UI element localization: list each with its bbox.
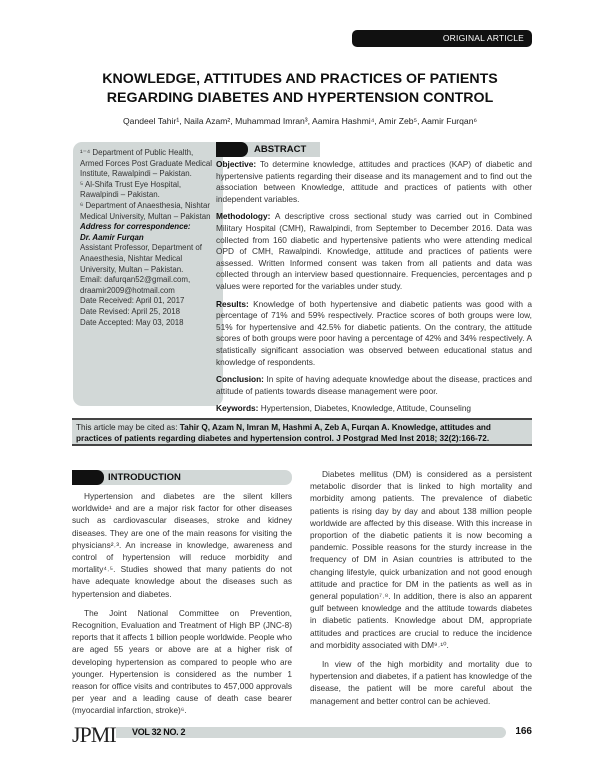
journal-logo: JPMI — [72, 722, 116, 747]
abstract-heading-text: ABSTRACT — [254, 144, 307, 155]
article-type-badge: ORIGINAL ARTICLE — [352, 30, 532, 47]
heading-marker — [216, 142, 248, 157]
citation-prefix: This article may be cited as: — [76, 423, 180, 432]
introduction-heading-text: INTRODUCTION — [108, 472, 181, 483]
affiliation-2: ⁵ Al-Shifa Trust Eye Hospital, Rawalpindi – Pakistan. — [80, 179, 182, 200]
objective-text: To determine knowledge, attitudes and practices (KAP) of diabetic and hypertensive patients regarding their disease and its management and to find out the association between Knowledge, attitude and practices of patients with other independent variables. — [216, 159, 532, 204]
author-list: Qandeel Tahir¹, Naila Azam², Muhammad Imran³, Aamira Hashmi⁴, Amir Zeb⁵, Aamir Furqan⁶ — [122, 116, 478, 126]
abstract-objective — [216, 159, 532, 205]
date-received: Date Received: April 01, 2017 — [80, 296, 185, 306]
methodology-label: Methodology: — [216, 211, 271, 222]
volume-label: VOL 32 NO. 2 — [132, 727, 186, 737]
article-title — [60, 70, 540, 108]
keywords-label: Keywords: — [216, 403, 259, 414]
correspondence-name: Dr. Aamir Furqan — [80, 232, 144, 242]
body-paragraph: In view of the high morbidity and mortality due to hypertension and diabetes, if a patient has knowledge of the disease, the patient will be more careful about the management and better control can be achieved. — [310, 659, 532, 706]
affiliation-3: ⁶ Department of Anaesthesia, Nishtar Medical University, Multan – Pakistan — [80, 200, 211, 221]
correspondence-details: Assistant Professor, Department of Anaesthesia, Nishtar Medical University, Multan – Pakistan. — [80, 243, 202, 274]
body-paragraph: Hypertension and diabetes are the silent killers worldwide¹ and are a major risk factor for other diseases such as cardiovascular diseases, stroke and kidney diseases. They are one of the main reasons for visiting the physicians²˒³. An increase in knowledge, awareness and control of hypertension will reduce morbidity and mortality⁴˒⁵. Studies showed that many patients do not have adequate knowledge about the diseases such as hypertension and diabetes. — [72, 491, 292, 599]
citation-text: Tahir Q, Azam N, Imran M, Hashmi A, Zeb A, Furqan A. Knowledge, attitudes and practices of patients regarding diabetes and hypertension control. J Postgrad Med Inst 2018; 32(2):166-72. — [76, 423, 491, 443]
abstract-conclusion — [216, 374, 532, 397]
objective-label: Objective: — [216, 159, 257, 169]
affiliation-1: ¹⁻⁴ Department of Public Health, Armed Forces Post Graduate Medical Institute, Rawalpindi – Pakistan. — [80, 148, 213, 179]
date-revised: Date Revised: April 25, 2018 — [80, 306, 181, 316]
introduction-heading — [72, 470, 292, 485]
title-line-2: REGARDING DIABETES AND HYPERTENSION CONTROL — [106, 90, 494, 106]
abstract-methodology — [216, 211, 532, 292]
page-number: 166 — [515, 726, 532, 737]
abstract-results — [216, 299, 532, 369]
body-paragraph: Diabetes mellitus (DM) is considered as a persistent metabolic disorder that is linked to high mortality and morbidity among patients. The prevalence of diabetic patients is rising day by day and about 138 million people worldwide are affected by this disease. With this increase in proportion of the diabetic patients it is now becoming a pandemic. Possible reasons for the sturdy increase in the frequency of DM in Asian countries is attributed to the changing lifestyle, quick urbanization and not good enough attitude and practice for DM in the patients as well as in general population⁷˒⁸. In addition, there is also an apparent gulf between knowledge and the attitude towards diabetes in diabetic patients. Knowledge about DM, appropriate attitudes and practices are crucial to reduce the incidence and morbidity associated with DM⁹˒¹⁰. — [310, 469, 532, 650]
abstract-heading — [216, 142, 320, 157]
correspondence-email[interactable]: Email: dafurqan52@gmail.com, draamir2009@hotmail.com — [80, 275, 191, 295]
date-accepted: Date Accepted: May 03, 2018 — [80, 317, 184, 327]
citation-box — [72, 418, 532, 446]
heading-marker — [72, 470, 104, 485]
body-column-left — [72, 490, 292, 724]
conclusion-text: In spite of having adequate knowledge about the disease, practices and attitude of patients towards disease management were poor. — [216, 374, 532, 396]
affiliations-box — [73, 142, 223, 406]
conclusion-label: Conclusion: — [216, 374, 264, 385]
body-paragraph: The Joint National Committee on Prevention, Recognition, Evaluation and Treatment of High BP (JNC-8) reports that it affects 1 billion people worldwide. People who are aged 55 years or above are at a higher risk of developing hypertension as compared to people who are younger. Hypertension is considered as the number 1 reason for office visits and contributes to 457,000 approvals per year and a leading cause of death case bearer (myocardial infarction, stroke)⁶. — [72, 607, 292, 716]
abstract-body — [216, 159, 532, 421]
abstract-keywords — [216, 403, 532, 415]
keywords-text: Hypertension, Diabetes, Knowledge, Attitude, Counseling — [258, 403, 472, 414]
body-column-right — [310, 468, 532, 714]
correspondence-label: Address for correspondence: — [80, 222, 191, 232]
page-footer — [72, 722, 532, 747]
methodology-text: A descriptive cross sectional study was carried out in Combined Military Hospital (CMH), Rawalpindi, from September to December 2016. Data was collected from 160 diabetic and hypertensive patients who were attending medical OPD of CMH, Rawalpindi. Knowledge, attitude and practices of patients were assessed. Written Informed consent was taken from all patients and data was collected through an interview based questionnaire. Frequencies, percentages and p values were reported for the variables under study. — [216, 211, 532, 291]
results-text: Knowledge of both hypertensive and diabetic patients was good with a percentage of 71% and 59% respectively. Practice scores of both groups were low, 51% for hypertensive and 42.5% for diabetic patients. On the contrary, the attitude scores of both groups were poor having a percentage of 42% and 34% respectively. A statistically significant association was observed between educational status and knowledge of respondents. — [216, 298, 532, 367]
title-line-1: KNOWLEDGE, ATTITUDES AND PRACTICES OF PATIENTS — [102, 71, 498, 87]
results-label: Results: — [216, 298, 249, 309]
